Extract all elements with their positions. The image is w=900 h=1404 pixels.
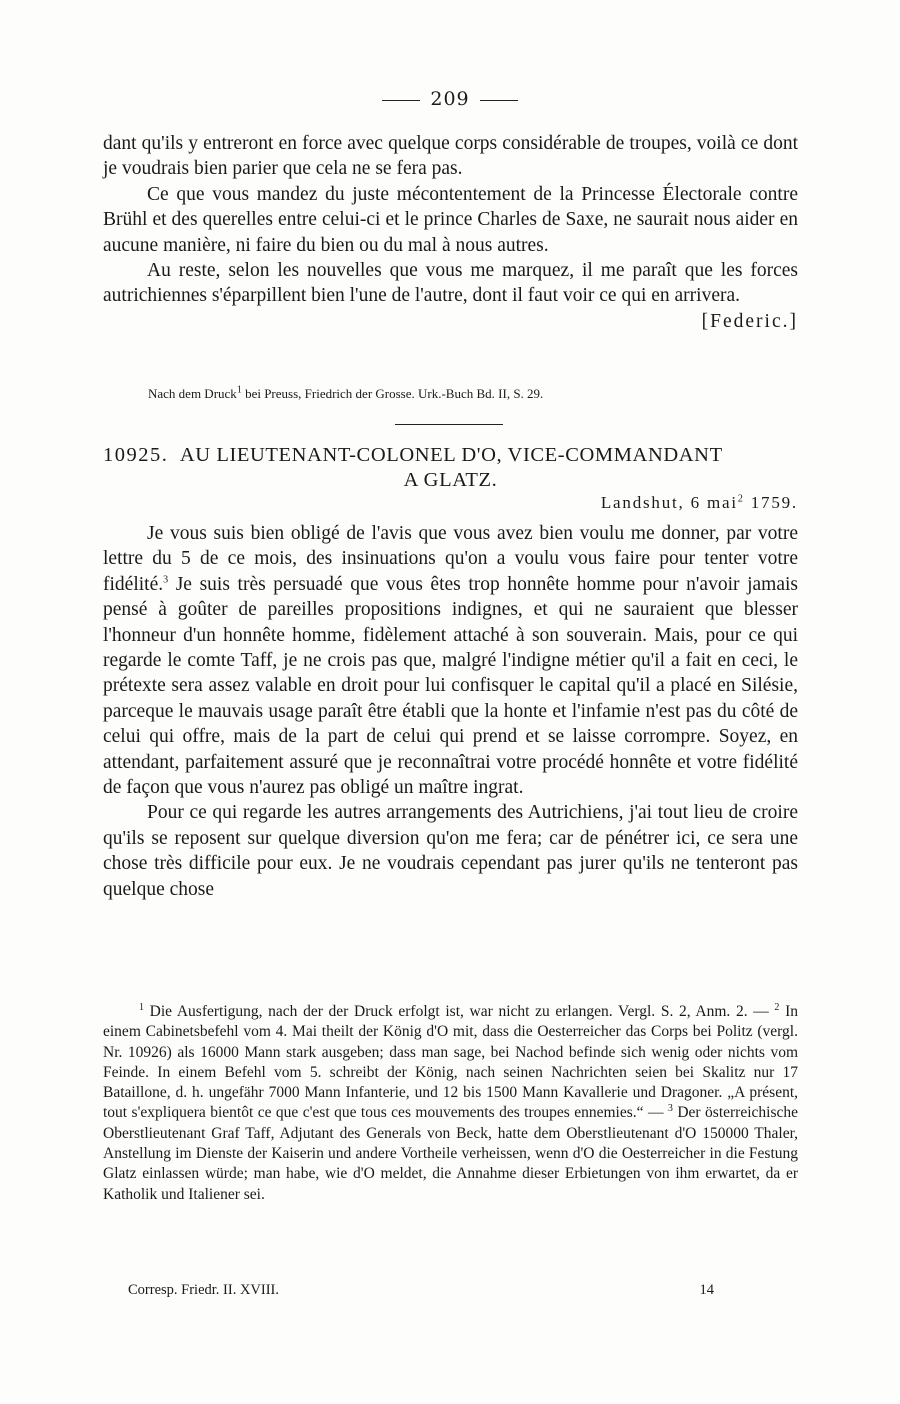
dateline-text: Landshut, 6 mai [600, 493, 738, 512]
paragraph: Au reste, selon les nouvelles que vous me marquez, il me paraît que les forces autrichiennes s'éparpillent bien l'une de l'autre, dont il faut voir ce qui en arrivera. [103, 260, 798, 307]
letter-title-line1: AU LIEUTENANT-COLONEL D'O, VICE-COMMANDANT [179, 444, 723, 466]
paragraph-text: Je vous suis bien obligé de l'avis que vous avez bien voulu me donner, par votre lettre du 5 de ce mois, des insinuations qu'on a voulu vous faire pour tenter votre fidélité. [103, 523, 798, 595]
page-header [0, 88, 900, 110]
header-rule-left [382, 100, 420, 101]
footnote-block [103, 1002, 798, 1205]
section-divider [395, 424, 503, 425]
footnote-ref: 2 [737, 493, 745, 505]
dateline-year: 1759. [744, 493, 798, 512]
signature-mark: 14 [699, 1282, 714, 1298]
page-number: 209 [430, 88, 470, 110]
signature: [Federic.] [701, 310, 798, 332]
source-note-text: bei Preuss, Friedrich der Grosse. Urk.-Buch Bd. II, S. 29. [241, 386, 544, 401]
source-note [148, 386, 768, 402]
continuation-text [103, 131, 798, 334]
footnote-marker: 1 [139, 1001, 144, 1013]
letter-heading [103, 443, 798, 493]
footnote-text: Der österreichische Oberstlieutenant Graf Taff, Adjutant des Generals von Beck, hatte dem Oberstlieutenant d'O 150000 Thaler, Anstellung im Dienste der Kaiserin und andere Vortheile verheissen, wenn d'O die Oesterreicher in die Festung Glatz einlassen würde; man habe, wie d'O meldet, die Annahme dieser Erbietungen von ihm erwartet, da er Katholik und Italiener sei. [103, 1104, 798, 1203]
letter-body [103, 521, 798, 902]
header-rule-right [480, 100, 518, 101]
footer-series: Corresp. Friedr. II. XVIII. [128, 1282, 280, 1298]
footnote-text: Die Ausfertigung, nach der der Druck erfolgt ist, war nicht zu erlangen. Vergl. S. 2, Anm. 2. — [144, 1003, 775, 1020]
dateline [601, 493, 798, 513]
footnote-marker: 2 [774, 1001, 780, 1013]
footnote-text: In einem Cabinetsbefehl vom 4. Mai theilt der König d'O mit, dass die Oesterreicher das Corps bei Politz (vergl. Nr. 10926) als 16000 Mann stark ausgeben; dass man sage, bei Nachod befinde sich wenig oder nichts vom Feinde. In einem Befehl vom 5. schreibt der König, nach seinen Nachrichten seien bei Skalitz nur 17 Bataillone, d. h. ungefähr 7000 Mann Infanterie, und 12 bis 1500 Mann Kavallerie und Dragoner. „A présent, tout s'expliquera bientôt ce que c'est que tous ces mouvements des troupes ennemies.“ — [103, 1003, 798, 1122]
paragraph-text: Je suis très persuadé que vous êtes trop honnête homme pour n'avoir jamais pensé à goûter de pareilles propositions indignes, et qui ne sauraient que blesser l'honneur d'un honnête homme, fidèlement attaché à son souverain. Mais, pour ce qui regarde le comte Taff, je ne crois pas que, malgré l'indigne métier qu'il a fait en ceci, le prétexte sera assez valable en droit pour lui confisquer le capital qu'il a placé en Silésie, parceque le mauvais usage paraît être établi que la honte et l'infamie n'est pas du côté de celui qui offre, mais de la part de celui qui prend et se laisse corrompre. Soyez, en attendant, parfaitement assuré que je reconnaîtrai votre procédé honnête et votre fidélité de façon que vous n'aurez pas obligé un maître ingrat. [103, 573, 798, 799]
paragraph: Ce que vous mandez du juste mécontentement de la Princesse Électorale contre Brühl et des querelles entre celui-ci et le prince Charles de Saxe, ne saurait nous aider en aucune manière, ni faire du bien ou du mal à nous autres. [103, 183, 798, 256]
paragraph: Pour ce qui regarde les autres arrangements des Autrichiens, j'ai tout lieu de croire qu'ils se reposent sur quelque diversion qu'on me fera; car de pénétrer ici, ce sera une chose très difficile pour eux. Je ne voudrais cependant pas jurer qu'ils ne tenteront pas quelque chose [103, 802, 798, 900]
letter-title-line2: A GLATZ. [403, 469, 498, 491]
footnotes [103, 1002, 798, 1205]
paragraph: dant qu'ils y entreront en force avec quelque corps considérable de troupes, voilà ce dont je voudrais bien parier que cela ne se fera pas. [103, 133, 798, 180]
footnote-ref: 1 [236, 384, 242, 396]
paragraph [103, 521, 798, 800]
source-note-text: Nach dem Druck [148, 386, 237, 401]
footnote-marker: 3 [667, 1103, 673, 1115]
letter-number: 10925. [103, 444, 169, 466]
footnote-ref: 3 [163, 574, 169, 586]
page-footer [128, 1282, 714, 1299]
